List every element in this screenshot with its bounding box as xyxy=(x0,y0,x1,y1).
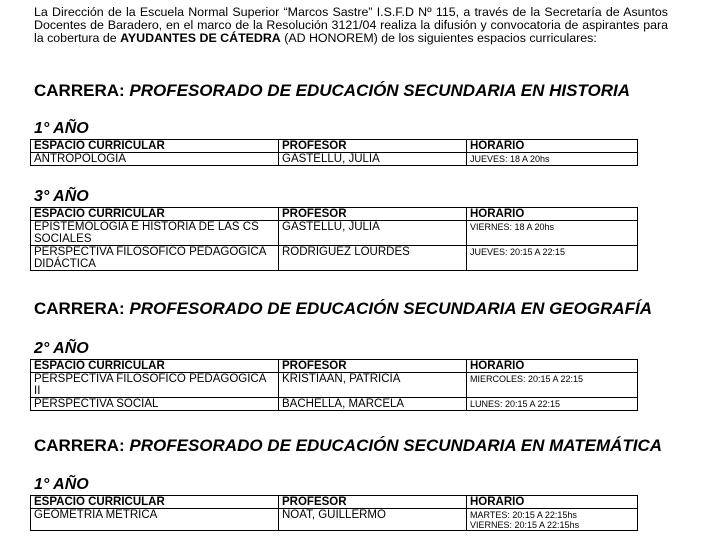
cell-profesor: GASTELLU, JULIA xyxy=(279,153,467,166)
carrera-prefix: CARRERA: xyxy=(34,81,130,100)
cell-horario: JUEVES: 18 A 20hs xyxy=(467,153,638,166)
carrera-prefix: CARRERA: xyxy=(34,436,130,455)
schedule-table xyxy=(30,207,638,271)
anio-heading: 1° AÑO xyxy=(34,120,89,137)
cell-espacio: ANTROPOLOGÍA xyxy=(31,153,279,166)
header-espacio: ESPACIO CURRICULAR xyxy=(31,140,279,153)
cell-profesor: GASTELLU, JULIA xyxy=(279,221,467,246)
intro-text-bold: AYUDANTES DE CÁTEDRA xyxy=(120,31,281,46)
header-espacio: ESPACIO CURRICULAR xyxy=(31,360,279,373)
carrera-name: PROFESORADO DE EDUCACIÓN SECUNDARIA EN HISTORIA xyxy=(129,81,630,100)
cell-espacio: GEOMETRÍA MÉTRICA xyxy=(31,509,279,531)
intro-paragraph xyxy=(34,6,668,46)
carrera-heading-historia xyxy=(34,81,694,101)
header-profesor: PROFESOR xyxy=(279,208,467,221)
header-horario: HORARIO xyxy=(467,140,638,153)
table-header-row xyxy=(31,140,638,153)
anio-heading: 3° AÑO xyxy=(34,188,89,205)
header-horario: HORARIO xyxy=(467,360,638,373)
header-profesor: PROFESOR xyxy=(279,140,467,153)
cell-profesor: BACHELLA, MARCELA xyxy=(279,398,467,411)
cell-espacio: PERSPECTIVA SOCIAL xyxy=(31,398,279,411)
header-profesor: PROFESOR xyxy=(279,496,467,509)
header-espacio: ESPACIO CURRICULAR xyxy=(31,496,279,509)
table-header-row xyxy=(31,360,638,373)
schedule-table xyxy=(30,139,638,166)
cell-espacio: PERSPECTIVA FILOSÓFICO PEDAGÓGICA DIDÁCTICA xyxy=(31,246,279,271)
horario-line: VIERNES: 20:15 A 22:15hs xyxy=(470,520,580,530)
cell-horario: JUEVES: 20:15 A 22:15 xyxy=(467,246,638,271)
intro-text-a: La Dirección de la Escuela Normal Superior “Marcos Sastre” I.S.F.D Nº 115, a través de la Secretaría de Asuntos Docentes de Baradero, en el marco de la Resolución 3121/04 realiza la difusión y convocatoria de aspirantes para la cobertura de xyxy=(34,5,668,46)
schedule-table xyxy=(30,495,638,531)
header-espacio: ESPACIO CURRICULAR xyxy=(31,208,279,221)
carrera-name: PROFESORADO DE EDUCACIÓN SECUNDARIA EN GEOGRAFÍA xyxy=(129,299,653,318)
table-row xyxy=(31,246,638,271)
anio-heading: 2° AÑO xyxy=(34,340,89,357)
table-row xyxy=(31,509,638,531)
table-row xyxy=(31,373,638,398)
cell-horario: VIERNES: 18 A 20hs xyxy=(467,221,638,246)
carrera-heading-geografia xyxy=(34,299,694,319)
header-profesor: PROFESOR xyxy=(279,360,467,373)
cell-horario: MIERCOLES: 20:15 A 22:15 xyxy=(467,373,638,398)
table-header-row xyxy=(31,496,638,509)
table-row xyxy=(31,153,638,166)
cell-horario: LUNES: 20:15 A 22:15 xyxy=(467,398,638,411)
cell-espacio: EPISTEMOLOGÍA E HISTORIA DE LAS CS SOCIALES xyxy=(31,221,279,246)
cell-profesor: NOAT, GUILLERMO xyxy=(279,509,467,531)
schedule-table xyxy=(30,359,638,411)
header-horario: HORARIO xyxy=(467,496,638,509)
carrera-name: PROFESORADO DE EDUCACIÓN SECUNDARIA EN MATEMÁTICA xyxy=(129,436,663,455)
carrera-prefix: CARRERA: xyxy=(34,299,130,318)
table-row xyxy=(31,221,638,246)
intro-text-b: (AD HONOREM) de los siguientes espacios curriculares: xyxy=(280,31,597,46)
cell-profesor: KRISTIAAN, PATRICIA xyxy=(279,373,467,398)
cell-horario xyxy=(467,509,638,531)
anio-heading: 1° AÑO xyxy=(34,476,89,493)
carrera-heading-matematica xyxy=(34,436,694,456)
table-header-row xyxy=(31,208,638,221)
header-horario: HORARIO xyxy=(467,208,638,221)
cell-profesor: RODRIGUEZ LOURDES xyxy=(279,246,467,271)
table-row xyxy=(31,398,638,411)
horario-line: MARTES: 20:15 A 22:15hs xyxy=(470,510,577,520)
cell-espacio: PERSPECTIVA FILOSÓFICO PEDAGÓGICA II xyxy=(31,373,279,398)
